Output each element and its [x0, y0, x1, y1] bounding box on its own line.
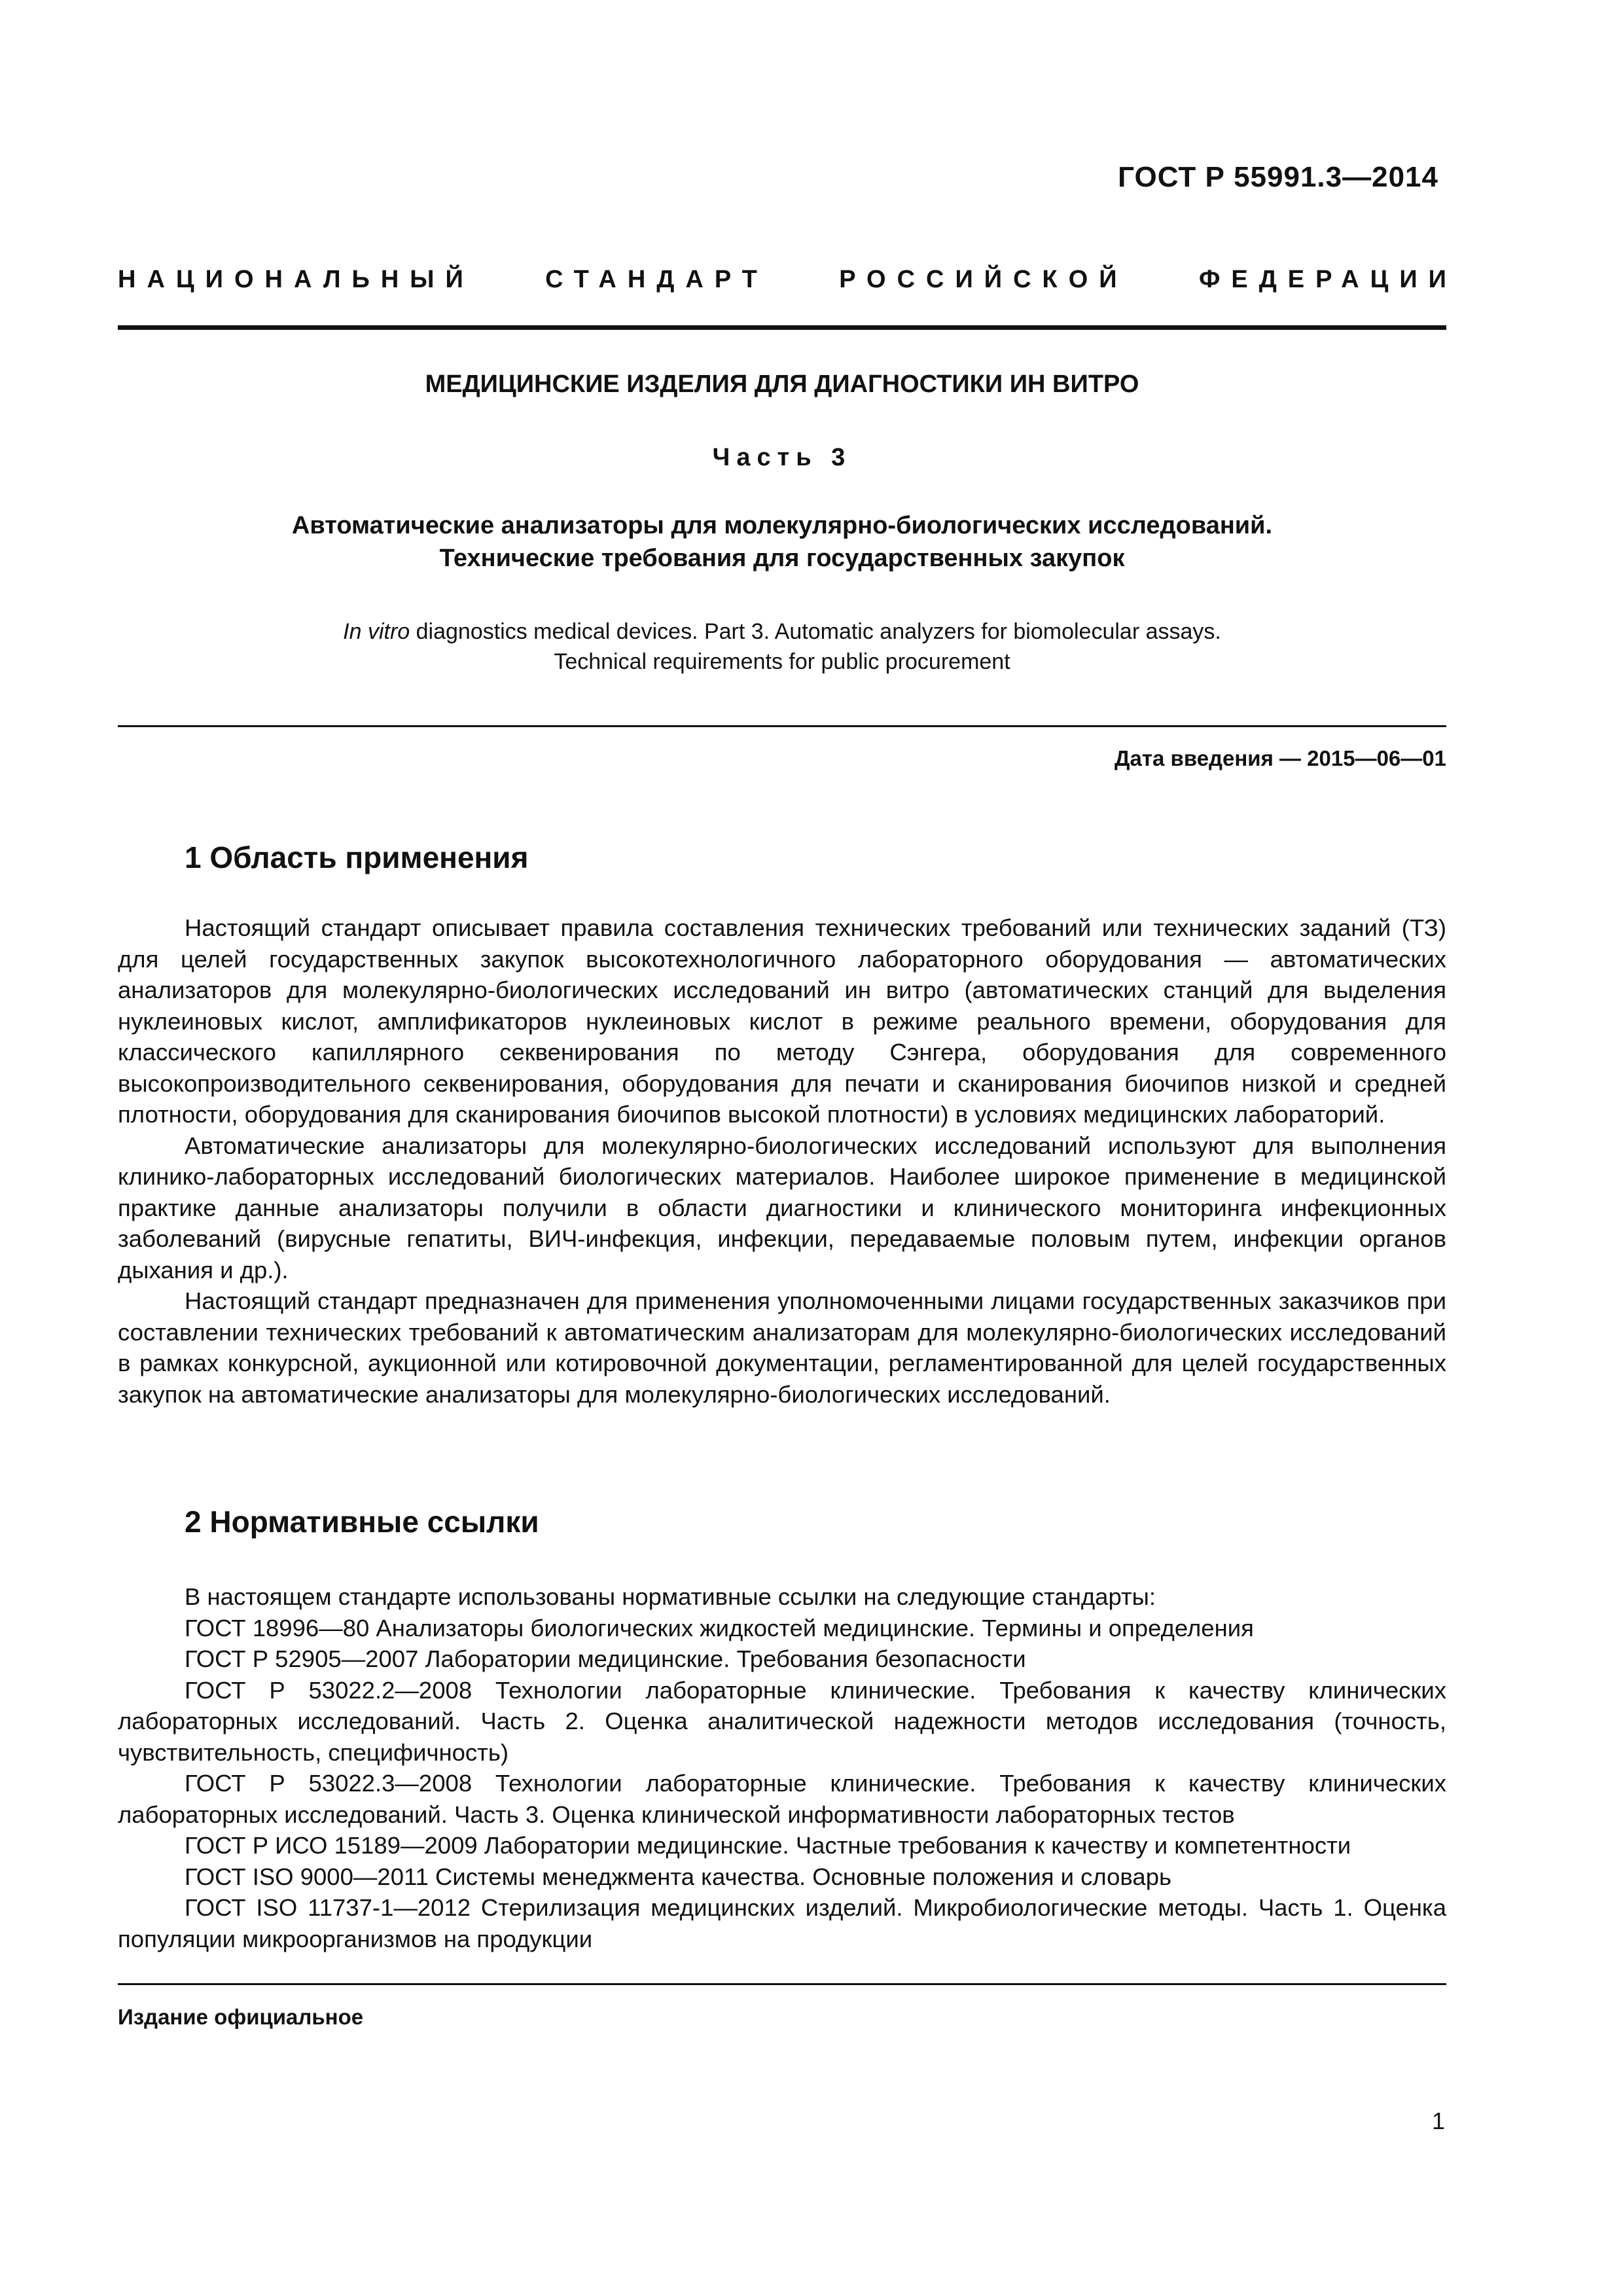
reference-item: ГОСТ 18996—80 Анализаторы биологических жидкостей медицинские. Термины и определения: [185, 1614, 1254, 1641]
official-edition-note: Издание официальное: [118, 2005, 364, 2029]
reference-item: ГОСТ ISO 9000—2011 Системы менеджмента качества. Основные положения и словарь: [185, 1863, 1172, 1890]
subtitle-line: Автоматические анализаторы для молекулярно-биологических исследований.: [291, 512, 1273, 539]
reference-item: ГОСТ Р 53022.2—2008 Технологии лабораторные клинические. Требования к качеству клинических лабораторных исследований. Часть 2. Оценка аналитической надежности методов исследования (точность, чувствительность, специфичность): [118, 1676, 1446, 1766]
banner-word: НАЦИОНАЛЬНЫЙ: [118, 266, 474, 293]
banner-word: СТАНДАРТ: [545, 266, 768, 293]
banner-word: РОССИЙСКОЙ: [839, 266, 1128, 293]
banner-divider: [118, 325, 1446, 330]
section-2-heading: 2 Нормативные ссылки: [185, 1505, 539, 1539]
subtitle-line: Технические требования для государственных закупок: [439, 545, 1125, 572]
page-number: 1: [1431, 2108, 1445, 2134]
references-lead: В настоящем стандарте использованы нормативные ссылки на следующие стандарты:: [185, 1583, 1156, 1610]
part-label: Часть 3: [712, 444, 852, 471]
english-italic: In vitro: [343, 619, 410, 644]
english-title-line: [118, 617, 1446, 647]
section-1-heading: 1 Область применения: [185, 840, 529, 874]
reference-item: ГОСТ Р ИСО 15189—2009 Лаборатории медицинские. Частные требования к качеству и компетентности: [185, 1832, 1351, 1859]
national-standard-banner: [118, 266, 1457, 294]
english-title-rest: diagnostics medical devices. Part 3. Automatic analyzers for biomolecular assays.: [410, 619, 1221, 644]
document-subtitle: [118, 509, 1446, 575]
footer-divider: [118, 1983, 1446, 1985]
document-title: МЕДИЦИНСКИЕ ИЗДЕЛИЯ ДЛЯ ДИАГНОСТИКИ ИН ВИТРО: [425, 370, 1139, 398]
standard-code: ГОСТ Р 55991.3—2014: [1118, 161, 1438, 193]
reference-item: ГОСТ Р 52905—2007 Лаборатории медицинские. Требования безопасности: [185, 1645, 1026, 1672]
english-title: [118, 617, 1446, 677]
paragraph: Настоящий стандарт предназначен для применения уполномоченными лицами государственных заказчиков при составлении технических требований к автоматическим анализаторам для молекулярно-биологических исследований в рамках конкурсной, аукционной или котировочной документации, регламентированной для целей государственных закупок на автоматические анализаторы для молекулярно-биологических исследований.: [118, 1287, 1446, 1408]
section-1-body: [118, 912, 1446, 1410]
introduction-date: Дата введения — 2015—06—01: [1115, 746, 1446, 770]
title-divider: [118, 725, 1446, 727]
paragraph: Настоящий стандарт описывает правила составления технических требований или технических заданий (ТЗ) для целей государственных закупок высокотехнологичного лабораторного оборудования — автоматических анализаторов для молекулярно-биологических исследований ин витро (автоматических станций для выделения нуклеиновых кислот, амплификаторов нуклеиновых кислот в режиме реального времени, оборудования для классического капиллярного секвенирования по методу Сэнгера, оборудования для современного высокопроизводительного секвенирования, оборудования для печати и сканирования биочипов низкой и средней плотности, оборудования для сканирования биочипов высокой плотности) в условиях медицинских лабораторий.: [118, 914, 1446, 1128]
banner-word: ФЕДЕРАЦИИ: [1198, 266, 1457, 293]
reference-item: ГОСТ Р 53022.3—2008 Технологии лабораторные клинические. Требования к качеству клинических лабораторных исследований. Часть 3. Оценка клинической информативности лабораторных тестов: [118, 1770, 1446, 1828]
section-2-body: [118, 1581, 1446, 1954]
english-title-line: Technical requirements for public procurement: [554, 649, 1010, 674]
paragraph: Автоматические анализаторы для молекулярно-биологических исследований используют для выполнения клинико-лабораторных исследований биологических материалов. Наиболее широкое применение в медицинской практике данные анализаторы получили в области диагностики и клинического мониторинга инфекционных заболеваний (вирусные гепатиты, ВИЧ-инфекция, инфекции, передаваемые половым путем, инфекции органов дыхания и др.).: [118, 1132, 1446, 1283]
reference-item: ГОСТ ISO 11737-1—2012 Стерилизация медицинских изделий. Микробиологические методы. Часть 1. Оценка популяции микроорганизмов на продукции: [118, 1894, 1446, 1952]
